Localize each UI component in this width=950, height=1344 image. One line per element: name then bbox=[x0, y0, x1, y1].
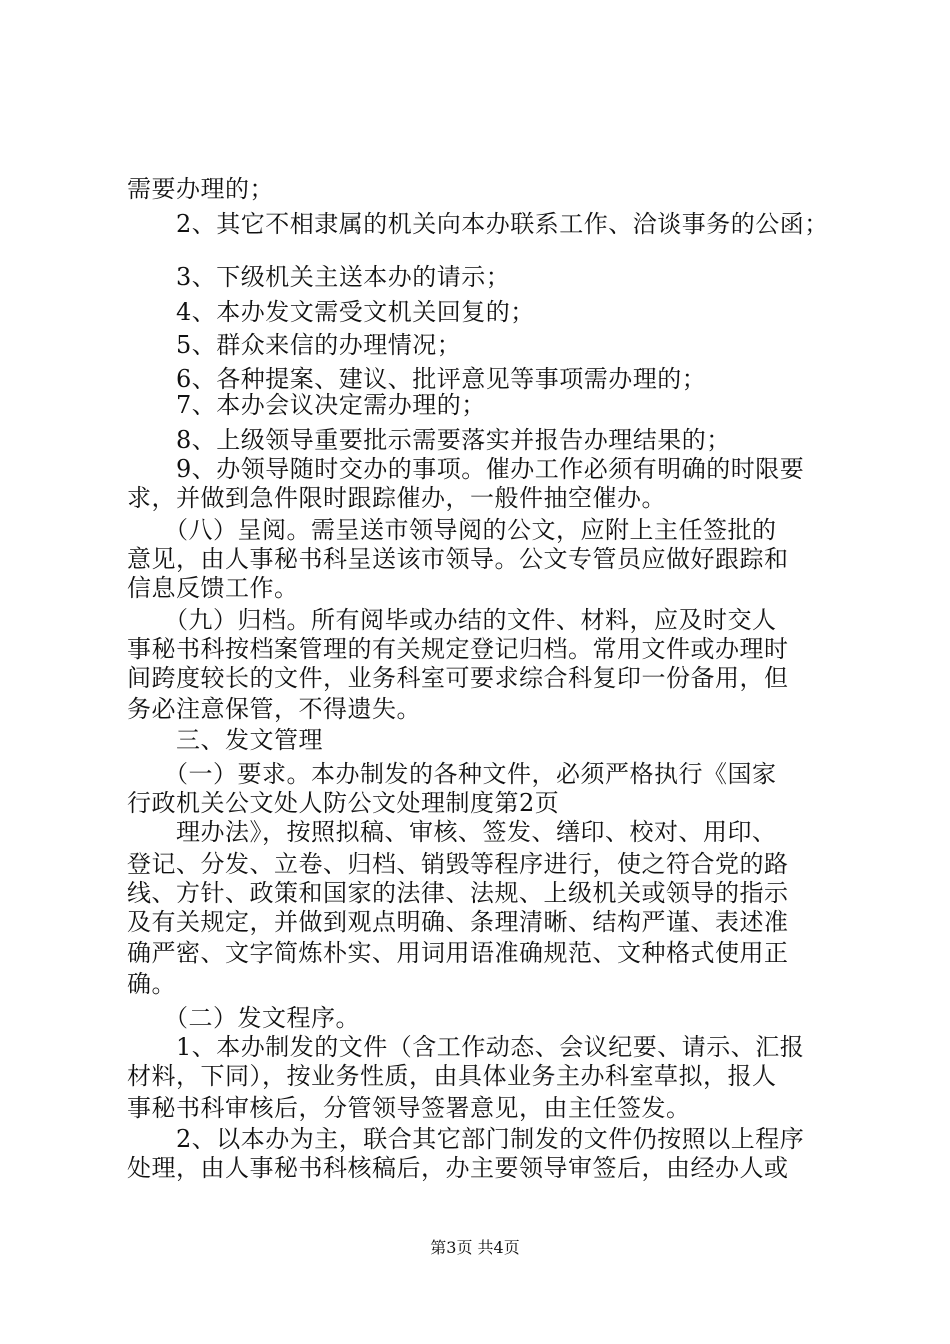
text-line: 9、办领导随时交办的事项。催办工作必须有明确的时限要 bbox=[127, 455, 805, 483]
text-line: 事秘书科按档案管理的有关规定登记归档。常用文件或办理时 bbox=[127, 635, 789, 663]
text-line: 三、发文管理 bbox=[127, 726, 323, 754]
text-line: （八）呈阅。需呈送市领导阅的公文，应附上主任签批的 bbox=[127, 516, 777, 544]
text-line: 务必注意保管，不得遗失。 bbox=[127, 695, 421, 723]
text-line: （一）要求。本办制发的各种文件，必须严格执行《国家 bbox=[127, 760, 777, 788]
text-line: 确。 bbox=[127, 970, 176, 998]
text-line: 4、本办发文需受文机关回复的； bbox=[127, 298, 535, 326]
text-line: 线、方针、政策和国家的法律、法规、上级机关或领导的指示 bbox=[127, 879, 789, 907]
text-line: 及有关规定，并做到观点明确、条理清晰、结构严谨、表述准 bbox=[127, 908, 789, 936]
text-line: （九）归档。所有阅毕或办结的文件、材料，应及时交人 bbox=[127, 606, 777, 634]
text-line: 间跨度较长的文件，业务科室可要求综合科复印一份备用，但 bbox=[127, 664, 789, 692]
text-line: 1、本办制发的文件（含工作动态、会议纪要、请示、汇报 bbox=[127, 1033, 805, 1061]
text-line: 信息反馈工作。 bbox=[127, 574, 299, 602]
text-line: 2、其它不相隶属的机关向本办联系工作、洽谈事务的公函； bbox=[127, 210, 829, 238]
text-line: 意见，由人事秘书科呈送该市领导。公文专管员应做好跟踪和 bbox=[127, 545, 789, 573]
text-line: 2、以本办为主，联合其它部门制发的文件仍按照以上程序 bbox=[127, 1125, 805, 1153]
page-number-footer: 第3页 共4页 bbox=[430, 1238, 520, 1257]
text-line: 登记、分发、立卷、归档、销毁等程序进行，使之符合党的路 bbox=[127, 850, 789, 878]
text-line: 理办法》，按照拟稿、审核、签发、缮印、校对、用印、 bbox=[127, 818, 777, 846]
text-line: 7、本办会议决定需办理的； bbox=[127, 391, 486, 419]
text-line: 事秘书科审核后，分管领导签署意见，由主任签发。 bbox=[127, 1094, 691, 1122]
text-line: 3、下级机关主送本办的请示； bbox=[127, 263, 511, 291]
text-line: 8、上级领导重要批示需要落实并报告办理结果的； bbox=[127, 426, 731, 454]
text-line: 处理，由人事秘书科核稿后，办主要领导审签后，由经办人或 bbox=[127, 1154, 789, 1182]
text-line: 材料，下同），按业务性质，由具体业务主办科室草拟，报人 bbox=[127, 1062, 777, 1090]
text-line: 6、各种提案、建议、批评意见等事项需办理的； bbox=[127, 365, 707, 393]
text-line: 5、群众来信的办理情况； bbox=[127, 331, 462, 359]
text-line: 行政机关公文处人防公文处理制度第2页 bbox=[127, 789, 560, 817]
text-line: 确严密、文字简炼朴实、用词用语准确规范、文种格式使用正 bbox=[127, 939, 789, 967]
text-line: 需要办理的； bbox=[127, 175, 274, 203]
text-line: 求，并做到急件限时跟踪催办，一般件抽空催办。 bbox=[127, 484, 666, 512]
text-line: （二）发文程序。 bbox=[127, 1004, 360, 1032]
